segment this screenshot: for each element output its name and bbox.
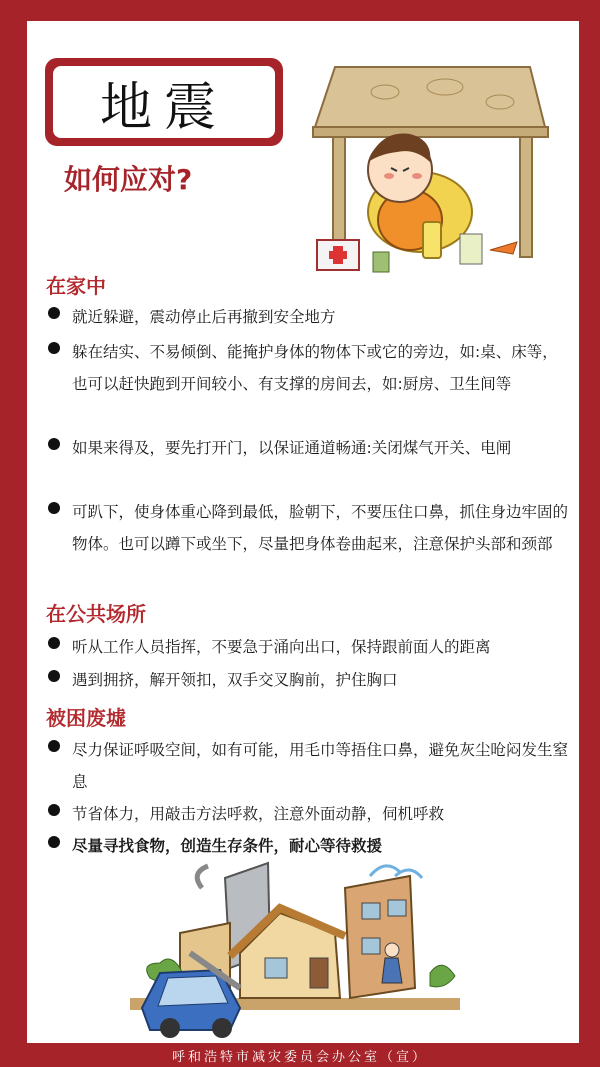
- bullet-icon: [48, 438, 60, 450]
- section-heading-ruins: 被困废墟: [46, 706, 126, 730]
- bullet-icon: [48, 307, 60, 319]
- list-item-text: 节省体力，用敲击方法呼救，注意外面动静，伺机呼救: [72, 805, 445, 823]
- section-heading-public: 在公共场所: [46, 602, 146, 626]
- list-item: [48, 631, 568, 663]
- list-item-text: 尽量寻找食物，创造生存条件，耐心等待救援: [72, 837, 383, 855]
- list-item: [48, 734, 568, 798]
- bullet-icon: [48, 342, 60, 354]
- bullet-icon: [48, 804, 60, 816]
- list-item-text: 躲在结实、不易倾倒、能掩护身体的物体下或它的旁边，如:桌、床等，也可以赶快跑到开间较小、有支撑的房间去，如:厨房、卫生间等: [72, 343, 558, 393]
- list-item-text: 听从工作人员指挥，不要急于涌向出口，保持跟前面人的距离: [72, 638, 491, 656]
- page-subtitle: 如何应对?: [64, 163, 193, 196]
- child-under-table-illustration: [305, 62, 555, 277]
- bullet-icon: [48, 836, 60, 848]
- bullet-icon: [48, 502, 60, 514]
- earthquake-ruins-illustration: [130, 858, 460, 1040]
- list-item-text: 如果来得及，要先打开门，以保证通道畅通:关闭煤气开关、电闸: [72, 439, 512, 457]
- list-item: [48, 301, 568, 333]
- page-title: 地震: [53, 66, 275, 138]
- list-item-text: 可趴下，使身体重心降到最低，脸朝下，不要压住口鼻，抓住身边牢固的物体。也可以蹲下或坐下，尽量把身体卷曲起来，注意保护头部和颈部: [72, 503, 569, 553]
- title-box: [45, 58, 283, 146]
- list-item-text: 尽力保证呼吸空间，如有可能，用毛巾等捂住口鼻，避免灰尘呛闷发生窒息: [72, 741, 569, 791]
- list-item: [48, 798, 568, 830]
- bullet-icon: [48, 740, 60, 752]
- list-item: [48, 336, 568, 400]
- footer-credit: 呼和浩特市减灾委员会办公室（宣）: [171, 1049, 428, 1065]
- bullet-icon: [48, 670, 60, 682]
- list-item: [48, 432, 568, 464]
- list-item: [48, 664, 568, 696]
- list-item: [48, 496, 568, 560]
- section-heading-home: 在家中: [46, 274, 106, 298]
- list-item-text: 遇到拥挤，解开领扣，双手交叉胸前，护住胸口: [72, 671, 398, 689]
- list-item-text: 就近躲避，震动停止后再撤到安全地方: [72, 308, 336, 326]
- bullet-icon: [48, 637, 60, 649]
